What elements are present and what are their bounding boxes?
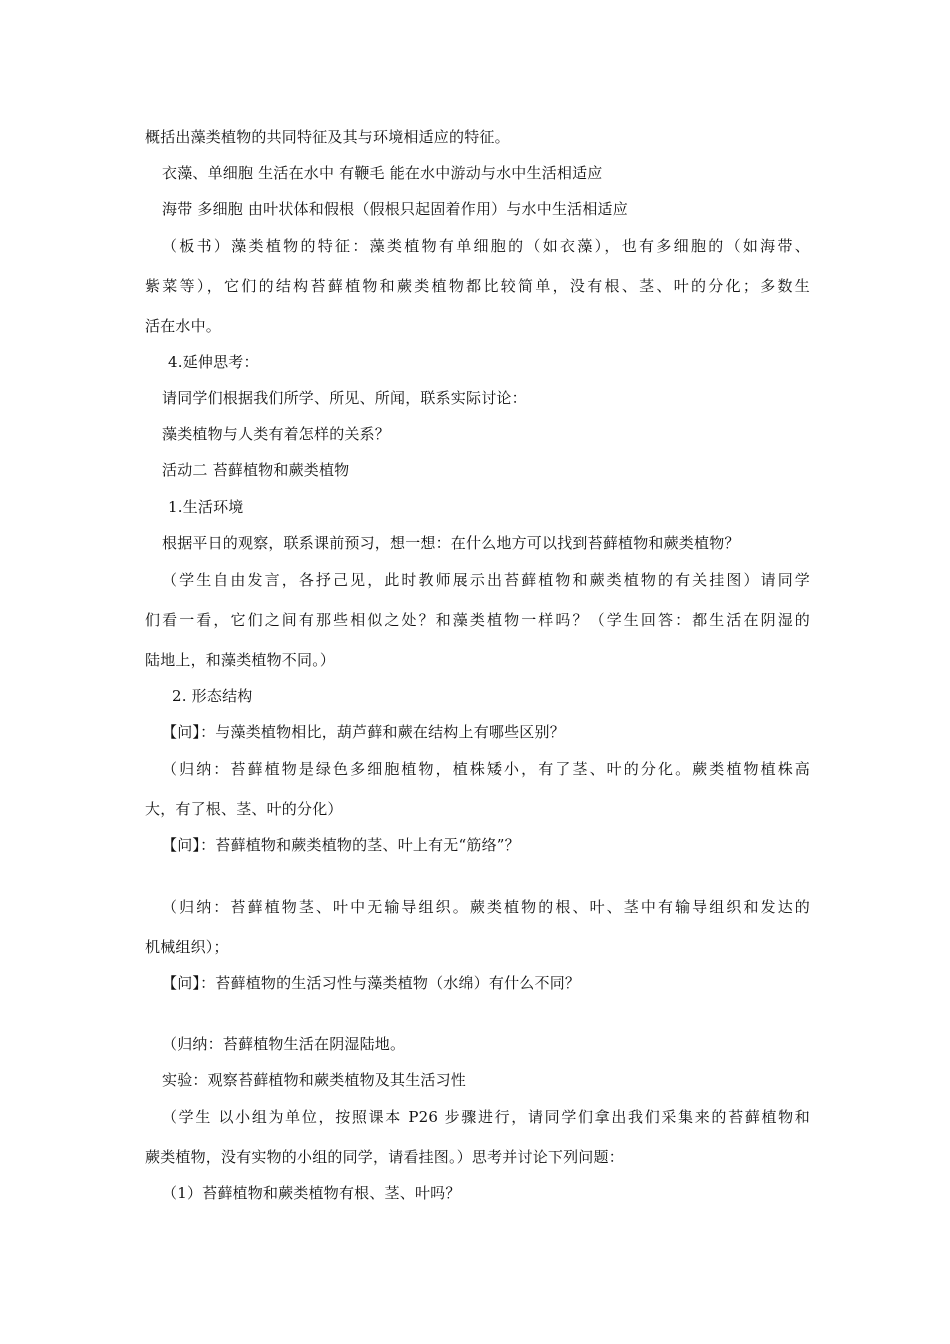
text-line: （归纳：苔藓植物是绿色多细胞植物，植株矮小，有了茎、叶的分化。蕨类植物植株高: [162, 760, 810, 778]
text-line: 活在水中。: [145, 317, 222, 335]
text-line: （学生 以小组为单位，按照课本 P26 步骤进行，请同学们拿出我们采集来的苔藓植物和: [162, 1108, 810, 1126]
text-line: 请同学们根据我们所学、所见、所闻，联系实际讨论：: [162, 389, 527, 407]
text-line: 大，有了根、茎、叶的分化）: [145, 800, 343, 818]
question-line: 【问】：苔藓植物的生活习性与藻类植物（水绵）有什么不同？: [162, 974, 581, 992]
text-line: 藻类植物与人类有着怎样的关系？: [162, 425, 391, 443]
text-line: （板书）藻类植物的特征：藻类植物有单细胞的（如衣藻），也有多细胞的（如海带、: [162, 237, 810, 255]
section-heading: 4.延伸思考：: [168, 353, 259, 371]
section-heading: 2. 形态结构: [172, 687, 253, 705]
text-line: 机械组织）；: [145, 938, 229, 956]
text-line: （1）苔藓植物和蕨类植物有根、茎、叶吗？: [162, 1184, 461, 1202]
question-line: 【问】：苔藓植物和蕨类植物的茎、叶上有无“筋络”？: [162, 836, 520, 854]
text-line: 根据平日的观察，联系课前预习，想一想：在什么地方可以找到苔藓植物和蕨类植物？: [162, 534, 740, 552]
text-line: 实验：观察苔藓植物和蕨类植物及其生活习性: [162, 1071, 467, 1089]
text-line: （学生自由发言，各抒己见，此时教师展示出苔藓植物和蕨类植物的有关挂图）请同学: [162, 571, 810, 589]
text-line: 概括出藻类植物的共同特征及其与环境相适应的特征。: [145, 128, 510, 146]
text-line: 紫菜等），它们的结构苔藓植物和蕨类植物都比较简单，没有根、茎、叶的分化；多数生: [145, 277, 810, 295]
text-line: 海带 多细胞 由叶状体和假根（假根只起固着作用）与水中生活相适应: [162, 200, 628, 218]
text-line: 陆地上，和藻类植物不同。）: [145, 651, 336, 669]
text-line: （归纳：苔藓植物茎、叶中无输导组织。蕨类植物的根、叶、茎中有输导组织和发达的: [162, 898, 810, 916]
question-line: 【问】：与藻类植物相比，葫芦藓和蕨在结构上有哪些区别？: [162, 723, 565, 741]
section-heading: 1.生活环境: [168, 498, 244, 516]
text-line: 衣藻、单细胞 生活在水中 有鞭毛 能在水中游动与水中生活相适应: [162, 164, 603, 182]
text-line: 们看一看，它们之间有那些相似之处？和藻类植物一样吗？（学生回答：都生活在阴湿的: [145, 611, 810, 629]
text-line: 蕨类植物，没有实物的小组的同学，请看挂图。）思考并讨论下列问题：: [145, 1148, 624, 1166]
activity-heading: 活动二 苔藓植物和蕨类植物: [162, 461, 350, 479]
text-line: （归纳：苔藓植物生活在阴湿陆地。: [162, 1035, 406, 1053]
